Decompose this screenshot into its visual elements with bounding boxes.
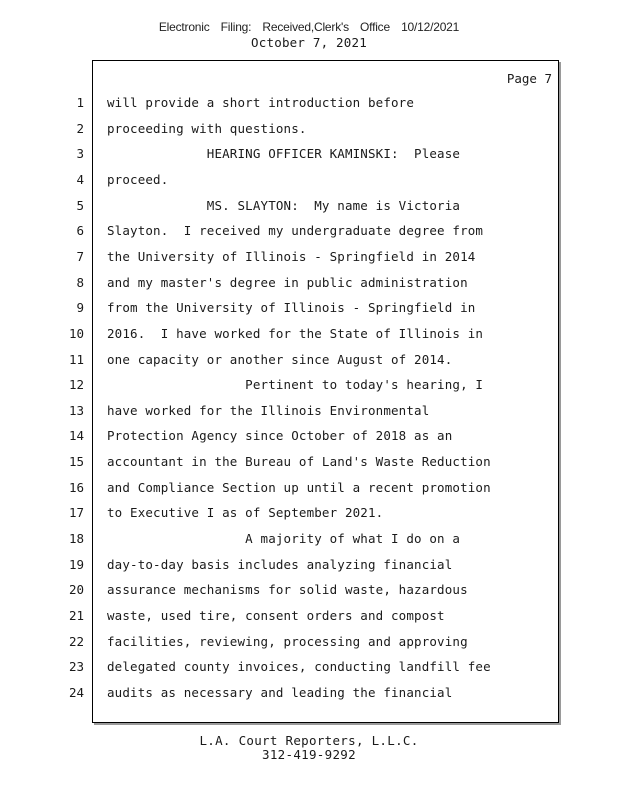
hearing-date: October 7, 2021: [251, 35, 367, 50]
line-number: 7: [76, 248, 84, 264]
line-number: 14: [68, 428, 84, 444]
line-number: 19: [68, 556, 84, 572]
line-number: 11: [68, 351, 84, 367]
line-text: Slayton. I received my undergraduate degree from: [107, 223, 484, 239]
line-text: and Compliance Section up until a recent promotion: [107, 479, 491, 495]
line-number: 10: [68, 325, 84, 341]
line-text: A majority of what I do on a: [107, 531, 461, 547]
line-text: MS. SLAYTON: My name is Victoria: [107, 197, 461, 213]
line-number: 15: [68, 454, 84, 470]
line-text: will provide a short introduction before: [107, 95, 415, 110]
line-number: 6: [76, 223, 84, 239]
line-text: to Executive I as of September 2021.: [107, 505, 384, 521]
line-number: 8: [76, 274, 84, 290]
line-text: facilities, reviewing, processing and approving: [107, 633, 468, 649]
line-number: 24: [68, 684, 84, 700]
line-number: 16: [68, 479, 84, 495]
line-text: Protection Agency since October of 2018 as an: [107, 428, 453, 444]
line-text: have worked for the Illinois Environmental: [107, 402, 430, 418]
line-text: Pertinent to today's hearing, I: [107, 377, 484, 393]
line-text: from the University of Illinois - Springfield in: [107, 300, 476, 316]
line-text: one capacity or another since August of 2014.: [107, 351, 453, 367]
line-text: proceeding with questions.: [107, 120, 307, 136]
line-number: 4: [76, 171, 84, 187]
line-text: assurance mechanisms for solid waste, hazardous: [107, 582, 468, 598]
line-number: 2: [76, 120, 84, 136]
footer-phone: 312-419-9292: [262, 747, 356, 762]
line-text: waste, used tire, consent orders and compost: [107, 608, 445, 623]
line-number: 5: [76, 197, 84, 213]
line-number: 18: [68, 531, 84, 547]
line-number: 23: [68, 659, 84, 675]
line-text: accountant in the Bureau of Land's Waste Reduction: [107, 454, 491, 470]
footer-company: L.A. Court Reporters, L.L.C.: [199, 733, 419, 748]
line-text: audits as necessary and leading the financial: [107, 684, 453, 700]
line-number: 12: [68, 377, 84, 393]
line-text: proceed.: [107, 171, 169, 187]
line-text: and my master's degree in public administration: [107, 274, 468, 290]
line-text: 2016. I have worked for the State of Illinois in: [107, 325, 484, 341]
line-text: day-to-day basis includes analyzing financial: [107, 556, 453, 572]
line-text: the University of Illinois - Springfield in 2014: [107, 248, 476, 264]
line-number: 1: [76, 95, 84, 110]
line-number: 20: [68, 582, 84, 598]
line-number: 22: [68, 633, 84, 649]
filing-stamp: Electronic Filing: Received,Clerk's Office 10/12/2021: [158, 20, 460, 34]
line-number: 17: [68, 505, 84, 521]
line-number: 9: [76, 300, 84, 316]
line-number: 21: [68, 608, 84, 623]
line-number: 3: [76, 146, 84, 162]
line-text: HEARING OFFICER KAMINSKI: Please: [107, 146, 461, 162]
line-text: delegated county invoices, conducting landfill fee: [107, 659, 491, 675]
line-number: 13: [68, 402, 84, 418]
page-number: Page 7: [506, 71, 552, 86]
